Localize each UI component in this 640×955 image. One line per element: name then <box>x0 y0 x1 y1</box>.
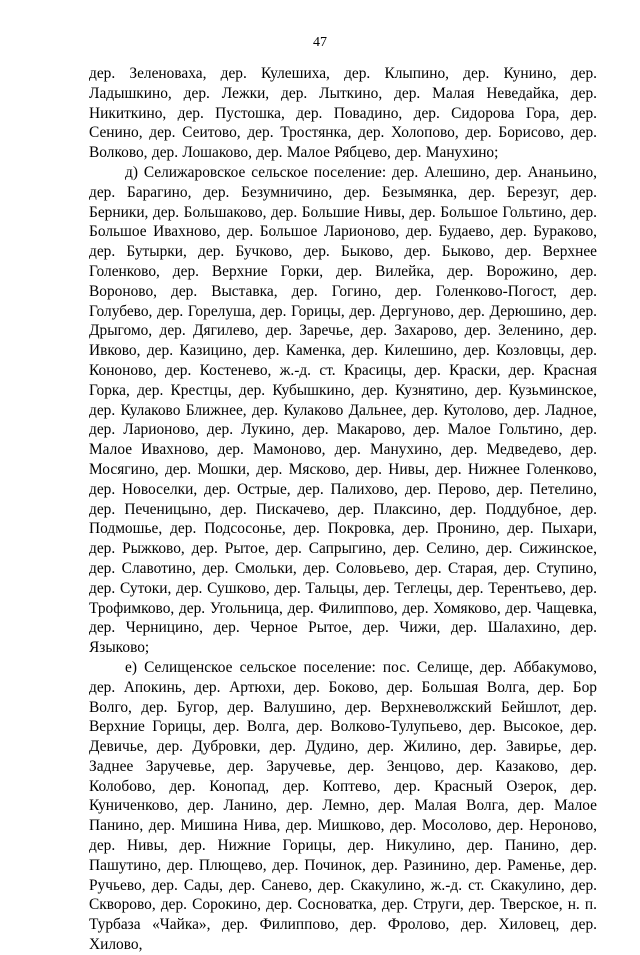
paragraph-continuation: дер. Зеленоваха, дер. Кулешиха, дер. Клыпино, дер. Кунино, дер. Ладышкино, дер. Лежки, дер. Лыткино, дер. Малая Неведайка, дер. Никиткино, дер. Пустошка, дер. Повадино, дер. Сидорова Гора, дер. Сенино, дер. Сеитово, дер. Тростянка, дер. Холопово, дер. Борисово, дер. Волково, дер. Лошаково, дер. Малое Рябцево, дер. Манухино; <box>89 65 597 162</box>
document-body <box>89 64 597 955</box>
page-number: 47 <box>313 35 327 50</box>
paragraph-selizharovskoe: д) Селижаровское сельское поселение: дер. Алешино, дер. Ананьино, дер. Барагино, дер. Безумничино, дер. Безымянка, дер. Березуг, дер. Берники, дер. Большаково, дер. Большие Нивы, дер. Большое Гольтино, дер. Большое Ивахново, дер. Большое Ларионово, дер. Будаево, дер. Бураково, дер. Бутырки, дер. Бучково, дер. Быково, дер. Быково, дер. Верхнее Голенково, дер. Верхние Горки, дер. Вилейка, дер. Ворожино, дер. Вороново, дер. Выставка, дер. Гогино, дер. Голенково-Погост, дер. Голубево, дер. Горелуша, дер. Горицы, дер. Дергуново, дер. Дерюшино, дер. Дрыгомо, дер. Дягилево, дер. Заречье, дер. Захарово, дер. Зеленино, дер. Ивково, дер. Казицино, дер. Каменка, дер. Килешино, дер. Козловцы, дер. Кононово, дер. Костенево, ж.-д. ст. Красицы, дер. Краски, дер. Красная Горка, дер. Крестцы, дер. Кубышкино, дер. Кузнятино, дер. Кузьминское, дер. Кулаково Ближнее, дер. Кулаково Дальнее, дер. Кутолово, дер. Ладное, дер. Ларионово, дер. Лукино, дер. Макарово, дер. Малое Гольтино, дер. Малое Ивахново, дер. Мамоново, дер. Манухино, дер. Медведево, дер. Мосягино, дер. Мошки, дер. Мясково, дер. Нивы, дер. Нижнее Голенково, дер. Новоселки, дер. Острые, дер. Палихово, дер. Перово, дер. Петелино, дер. Печеницыно, дер. Пискачево, дер. Плаксино, дер. Поддубное, дер. Подмошье, дер. Подсосонье, дер. Покровка, дер. Пронино, дер. Пыхари, дер. Рыжково, дер. Рытое, дер. Сапрыгино, дер. Селино, дер. Сижинское, дер. Славотино, дер. Смольки, дер. Соловьево, дер. Старая, дер. Ступино, дер. Сутоки, дер. Сушково, дер. Тальцы, дер. Теглецы, дер. Терентьево, дер. Трофимково, дер. Угольница, дер. Филиппово, дер. Хомяково, дер. Чащевка, дер. Черницино, дер. Черное Рытое, дер. Чижи, дер. Шалахино, дер. Языково; <box>89 163 597 657</box>
paragraph-selishchenskoe: е) Селищенское сельское поселение: пос. Селище, дер. Аббакумово, дер. Апокинь, дер. Артюхи, дер. Боково, дер. Большая Волга, дер. Бор Волго, дер. Бугор, дер. Валушино, дер. Верхневолжский Бейшлот, дер. Верхние Горицы, дер. Волга, дер. Волково-Тулупьево, дер. Высокое, дер. Девичье, дер. Дубровки, дер. Дудино, дер. Жилино, дер. Завирье, дер. Заднее Заручевье, дер. Заручевье, дер. Зенцово, дер. Казаково, дер. Колобово, дер. Конопад, дер. Коптево, дер. Красный Озерок, дер. Куниченково, дер. Ланино, дер. Лемно, дер. Малая Волга, дер. Малое Панино, дер. Мишина Нива, дер. Мишково, дер. Мосолово, дер. Нероново, дер. Нивы, дер. Нижние Горицы, дер. Никулино, дер. Панино, дер. Пашутино, дер. Плющево, дер. Починок, дер. Разинино, дер. Раменье, дер. Ручьево, дер. Сады, дер. Санево, дер. Скакулино, ж.-д. ст. Скакулино, дер. Скворово, дер. Сорокино, дер. Сосноватка, дер. Струги, дер. Тверское, н. п. Турбаза «Чайка», дер. Филиппово, дер. Фролово, дер. Хиловец, дер. Хилово, <box>89 658 597 954</box>
